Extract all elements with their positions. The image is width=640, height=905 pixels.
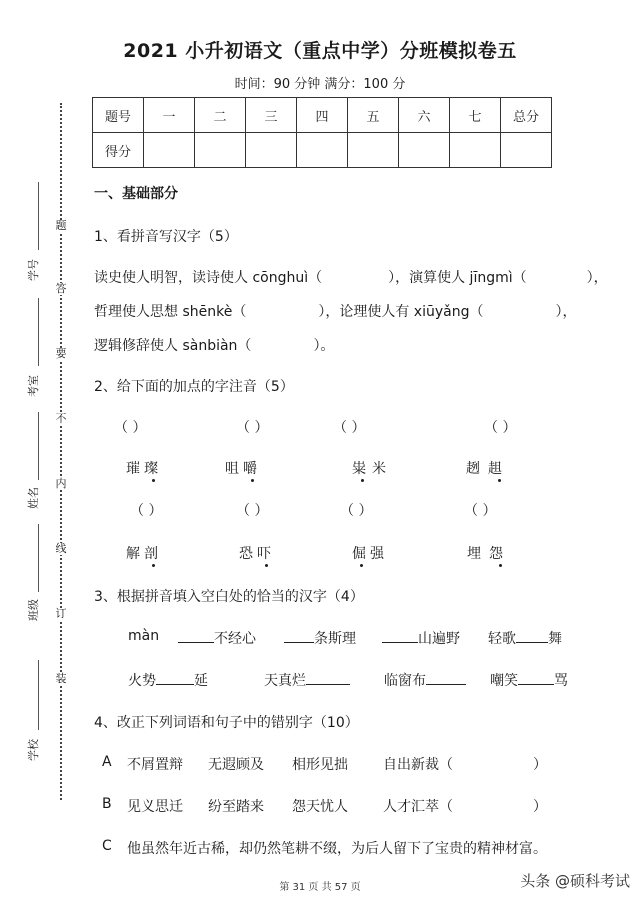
paren-close: ） [533, 799, 547, 815]
error-item: 无遐顾及 [208, 757, 264, 773]
word-char: 埋 [467, 546, 489, 562]
score-row-label: 得分 [93, 133, 144, 168]
school-label: 学校 [27, 739, 40, 761]
score-table [92, 97, 552, 168]
score-cell[interactable] [399, 133, 450, 168]
idiom-item [382, 628, 460, 648]
q1-text: ），演算使人 jīngmì（ [388, 270, 527, 286]
error-item: 不屑置辩 [127, 757, 183, 773]
score-header-cell: 三 [246, 98, 297, 133]
error-item: 怨天忧人 [292, 799, 348, 815]
score-header-cell: 七 [450, 98, 501, 133]
idiom-item [488, 628, 562, 648]
paren-close: ） [533, 757, 547, 773]
score-header-cell: 二 [195, 98, 246, 133]
q1-text: ）。 [313, 338, 335, 354]
binding-char: 内 [55, 477, 67, 490]
score-header-cell: 总分 [501, 98, 552, 133]
score-cell[interactable] [348, 133, 399, 168]
score-table-header-row [93, 98, 552, 133]
exam-info: 时间：90 分钟 满分：100 分 [234, 77, 406, 92]
answer-blank[interactable] [284, 628, 314, 643]
idiom-item [490, 670, 568, 690]
dotted-char: 吓 [257, 546, 275, 562]
word-item [126, 543, 162, 563]
exam-room-label: 考室 [27, 375, 40, 397]
answer-paren[interactable]: （ ） [484, 420, 517, 436]
score-cell[interactable] [501, 133, 552, 168]
score-table-score-row [93, 133, 552, 168]
dotted-char: 趄 [488, 461, 510, 477]
word-char: 璀 [126, 461, 144, 477]
score-cell[interactable] [246, 133, 297, 168]
error-item-text: 自出新裁（ [383, 757, 453, 773]
class-field[interactable] [38, 524, 39, 592]
answer-paren[interactable]: （ ） [333, 420, 366, 436]
answer-paren[interactable]: （ ） [464, 503, 497, 519]
answer-blank[interactable] [426, 670, 466, 685]
idiom-text: 舞 [548, 631, 562, 647]
exam-room-field[interactable] [38, 298, 39, 366]
idiom-text: 嘲笑 [490, 673, 518, 689]
score-cell[interactable] [450, 133, 501, 168]
answer-blank[interactable] [178, 628, 214, 643]
page-title: 2021 小升初语文（重点中学）分班模拟卷五 [123, 40, 517, 62]
watermark: 头条 @硕科考试 [520, 872, 630, 890]
word-char: 强 [370, 546, 388, 562]
answer-paren[interactable]: （ ） [114, 420, 147, 436]
idiom-text: 不经心 [214, 631, 256, 647]
binding-char: 要 [55, 347, 67, 360]
answer-blank[interactable] [306, 670, 350, 685]
score-cell[interactable] [297, 133, 348, 168]
error-item: 相形见拙 [292, 757, 348, 773]
section-heading: 一、基础部分 [94, 186, 178, 202]
error-item: 见义思迁 [127, 799, 183, 815]
answer-paren[interactable]: （ ） [236, 420, 269, 436]
q1-text: ）， [586, 270, 608, 286]
idiom-item [384, 670, 466, 690]
dotted-char: 粜 [352, 461, 372, 477]
class-label: 班级 [27, 599, 40, 621]
question-1-title: 1、看拼音写汉字（5） [94, 229, 238, 245]
binding-dotted-line [60, 103, 62, 800]
idiom-text: 轻歌 [488, 631, 516, 647]
idiom-item [284, 628, 356, 648]
word-char: 米 [372, 461, 392, 477]
student-id-label: 学号 [27, 259, 40, 281]
school-field[interactable] [38, 660, 39, 730]
answer-paren[interactable]: （ ） [236, 503, 269, 519]
idiom-text: 火势 [128, 673, 156, 689]
option-letter: A [102, 754, 112, 770]
score-header-cell: 四 [297, 98, 348, 133]
score-header-cell: 题号 [93, 98, 144, 133]
word-item [239, 543, 275, 563]
q1-text: 读史使人明智，读诗使人 cōnghuì（ [94, 270, 323, 286]
error-item-text: 人才汇萃（ [383, 799, 453, 815]
name-label: 姓名 [27, 487, 40, 509]
error-item: 纷至踏来 [208, 799, 264, 815]
idiom-text: 天真烂 [264, 673, 306, 689]
word-char: 解 [126, 546, 144, 562]
word-item [352, 458, 392, 478]
score-header-cell: 五 [348, 98, 399, 133]
idiom-text: 骂 [554, 673, 568, 689]
binding-char: 订 [55, 607, 67, 620]
score-header-cell: 六 [399, 98, 450, 133]
question-1-line-1 [94, 267, 608, 287]
question-1-line-3 [94, 335, 334, 355]
word-item [352, 543, 388, 563]
dotted-char: 倔 [352, 546, 370, 562]
answer-blank[interactable] [518, 670, 554, 685]
score-header-cell: 一 [144, 98, 195, 133]
q1-text: 逻辑修辞使人 sànbiàn（ [94, 338, 252, 354]
option-letter: B [102, 796, 112, 812]
word-item [225, 458, 261, 478]
page-number: 第 31 页 共 57 页 [279, 882, 361, 893]
option-letter: C [102, 838, 112, 854]
error-sentence: 他虽然年近古稀，却仍然笔耕不缀，为后人留下了宝贵的精神材富。 [127, 841, 547, 857]
binding-char: 线 [55, 542, 67, 555]
answer-blank[interactable] [156, 670, 194, 685]
error-item [383, 796, 547, 816]
idiom-text: 山遍野 [418, 631, 460, 647]
dotted-char: 璨 [144, 461, 162, 477]
question-1-line-2 [94, 301, 576, 321]
binding-char: 答 [55, 282, 67, 295]
score-cell[interactable] [195, 133, 246, 168]
dotted-char: 嚼 [243, 461, 261, 477]
q1-text: 哲理使人思想 shēnkè（ [94, 304, 247, 320]
idiom-item [178, 628, 256, 648]
word-item [467, 543, 511, 563]
word-item [126, 458, 162, 478]
question-3-title: 3、根据拼音填入空白处的恰当的汉字（4） [94, 589, 364, 605]
answer-paren[interactable]: （ ） [340, 503, 373, 519]
idiom-item [128, 670, 208, 690]
dotted-char: 剖 [144, 546, 162, 562]
question-4-title: 4、改正下列词语和句子中的错别字（10） [94, 715, 359, 731]
idiom-text: 延 [194, 673, 208, 689]
word-char: 咀 [225, 461, 243, 477]
word-item [466, 458, 510, 478]
word-char: 趔 [466, 461, 488, 477]
error-item [383, 754, 547, 774]
idiom-item [264, 670, 350, 690]
idiom-text: 条斯理 [314, 631, 356, 647]
dotted-char: 怨 [489, 546, 511, 562]
q1-text: ），论理使人有 xiūyǎng（ [318, 304, 484, 320]
binding-char: 装 [55, 672, 67, 685]
answer-paren[interactable]: （ ） [130, 503, 163, 519]
score-cell[interactable] [144, 133, 195, 168]
binding-char: 不 [55, 412, 67, 425]
name-field[interactable] [38, 412, 39, 480]
idiom-text: 临窗布 [384, 673, 426, 689]
student-id-field[interactable] [38, 182, 39, 250]
pinyin-prompt: màn [128, 628, 160, 644]
answer-blank[interactable] [516, 628, 548, 643]
binding-char: 题 [55, 219, 67, 232]
q1-text: ）， [555, 304, 577, 320]
question-2-title: 2、给下面的加点的字注音（5） [94, 379, 294, 395]
word-char: 恐 [239, 546, 257, 562]
answer-blank[interactable] [382, 628, 418, 643]
